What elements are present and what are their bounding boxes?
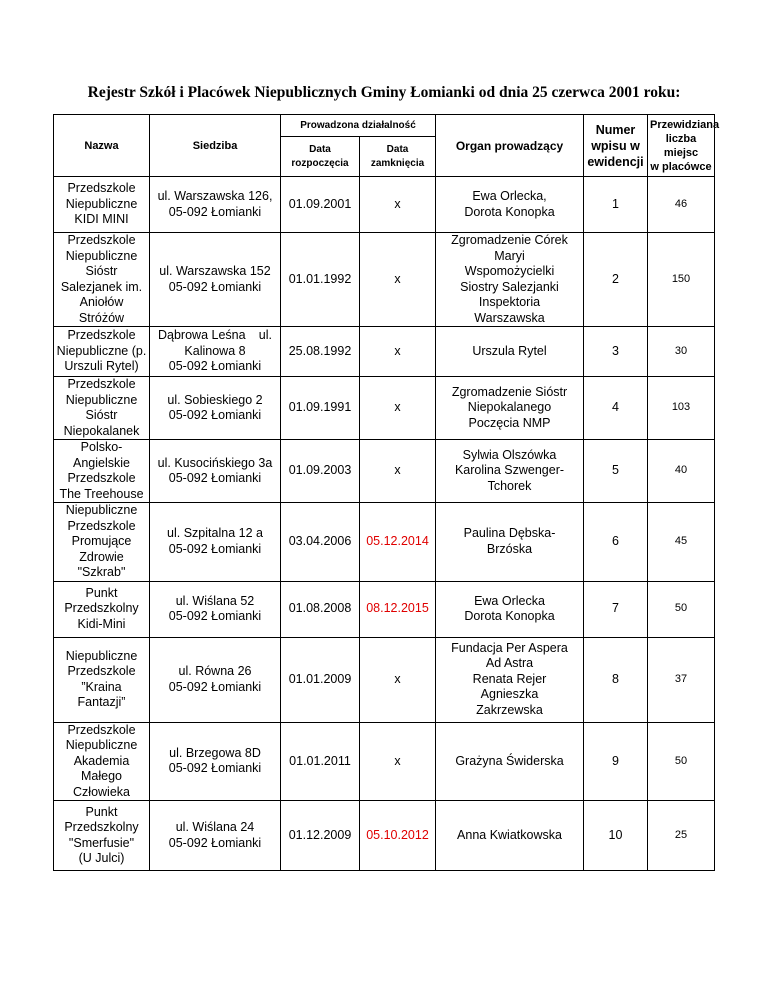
cell-name: Przedszkole Niepubliczne KIDI MINI — [54, 177, 150, 233]
table-row — [54, 377, 715, 440]
cell-organ: Urszula Rytel — [436, 327, 584, 377]
cell-seat: ul. Kusocińskiego 3a 05-092 Łomianki — [150, 440, 281, 503]
register-table — [53, 114, 720, 871]
cell-start-date: 01.08.2008 — [281, 581, 360, 637]
cell-end-date: x — [360, 327, 436, 377]
cell-seat: ul. Brzegowa 8D 05-092 Łomianki — [150, 722, 281, 801]
cell-number: 9 — [584, 722, 648, 801]
cell-capacity: 50 — [648, 581, 715, 637]
cell-capacity: 46 — [648, 177, 715, 233]
cell-seat: ul. Wiślana 24 05-092 Łomianki — [150, 801, 281, 871]
cell-number: 6 — [584, 503, 648, 582]
cell-organ: Paulina Dębska- Brzóska — [436, 503, 584, 582]
table-row — [54, 722, 715, 801]
cell-capacity: 50 — [648, 722, 715, 801]
cell-number: 7 — [584, 581, 648, 637]
cell-number: 1 — [584, 177, 648, 233]
cell-start-date: 01.01.2011 — [281, 722, 360, 801]
cell-name: Punkt Przedszkolny Kidi-Mini — [54, 581, 150, 637]
cell-number: 3 — [584, 327, 648, 377]
cell-name: Przedszkole Niepubliczne (p. Urszuli Rytel) — [54, 327, 150, 377]
header-start-date: Data rozpoczęcia — [281, 137, 360, 177]
cell-capacity: 37 — [648, 637, 715, 722]
cell-capacity: 25 — [648, 801, 715, 871]
table-row — [54, 327, 715, 377]
cell-name: Przedszkole Niepubliczne Akademia Małego Człowieka — [54, 722, 150, 801]
header-end-date: Data zamknięcia — [360, 137, 436, 177]
cell-organ: Ewa Orlecka Dorota Konopka — [436, 581, 584, 637]
cell-start-date: 01.09.2001 — [281, 177, 360, 233]
cell-start-date: 01.01.1992 — [281, 233, 360, 327]
cell-organ: Fundacja Per Aspera Ad Astra Renata Rejer Agnieszka Zakrzewska — [436, 637, 584, 722]
cell-number: 10 — [584, 801, 648, 871]
cell-start-date: 01.12.2009 — [281, 801, 360, 871]
cell-seat: ul. Szpitalna 12 a 05-092 Łomianki — [150, 503, 281, 582]
cell-start-date: 25.08.1992 — [281, 327, 360, 377]
cell-name: Polsko- Angielskie Przedszkole The Treehouse — [54, 440, 150, 503]
cell-seat: ul. Wiślana 52 05-092 Łomianki — [150, 581, 281, 637]
cell-seat: ul. Równa 26 05-092 Łomianki — [150, 637, 281, 722]
table-row — [54, 177, 715, 233]
seat-line-part: Dąbrowa Leśna — [158, 328, 246, 343]
cell-organ: Zgromadzenie Sióstr Niepokalanego Poczęcia NMP — [436, 377, 584, 440]
cell-capacity: 103 — [648, 377, 715, 440]
cell-seat: ul. Sobieskiego 2 05-092 Łomianki — [150, 377, 281, 440]
cell-name: Przedszkole Niepubliczne Sióstr Salezjanek im. Aniołów Stróżów — [54, 233, 150, 327]
cell-organ: Anna Kwiatkowska — [436, 801, 584, 871]
table-row — [54, 233, 715, 327]
document-title: Rejestr Szkół i Placówek Niepublicznych Gminy Łomianki od dnia 25 czerwca 2001 roku: — [87, 84, 681, 101]
cell-number: 4 — [584, 377, 648, 440]
cell-capacity: 40 — [648, 440, 715, 503]
header-capacity: Przewidziana liczba miejsc w placówce — [648, 115, 715, 177]
cell-organ: Ewa Orlecka, Dorota Konopka — [436, 177, 584, 233]
cell-capacity: 30 — [648, 327, 715, 377]
seat-rest: Kalinowa 8 05-092 Łomianki — [168, 343, 262, 374]
cell-end-date: 08.12.2015 — [360, 581, 436, 637]
cell-organ: Zgromadzenie Córek Maryi Wspomożycielki Siostry Salezjanki Inspektoria Warszawska — [436, 233, 584, 327]
cell-start-date: 01.01.2009 — [281, 637, 360, 722]
cell-name: Niepubliczne Przedszkole ”Kraina Fantazji” — [54, 637, 150, 722]
table-row — [54, 440, 715, 503]
cell-seat: ul. Warszawska 152 05-092 Łomianki — [150, 233, 281, 327]
cell-number: 2 — [584, 233, 648, 327]
cell-end-date: 05.10.2012 — [360, 801, 436, 871]
cell-number: 5 — [584, 440, 648, 503]
header-seat: Siedziba — [150, 115, 281, 177]
cell-name: Niepubliczne Przedszkole Promujące Zdrowie "Szkrab" — [54, 503, 150, 582]
cell-name: Przedszkole Niepubliczne Sióstr Niepokalanek — [54, 377, 150, 440]
cell-start-date: 01.09.1991 — [281, 377, 360, 440]
cell-capacity: 150 — [648, 233, 715, 327]
table-row — [54, 581, 715, 637]
cell-number: 8 — [584, 637, 648, 722]
cell-end-date: x — [360, 722, 436, 801]
cell-end-date: x — [360, 440, 436, 503]
seat-line-part: ul. — [258, 328, 272, 343]
cell-end-date: 05.12.2014 — [360, 503, 436, 582]
cell-end-date: x — [360, 233, 436, 327]
header-name: Nazwa — [54, 115, 150, 177]
cell-capacity: 45 — [648, 503, 715, 582]
cell-start-date: 01.09.2003 — [281, 440, 360, 503]
cell-start-date: 03.04.2006 — [281, 503, 360, 582]
cell-organ: Sylwia Olszówka Karolina Szwenger- Tchorek — [436, 440, 584, 503]
header-activity: Prowadzona działalność — [281, 115, 436, 137]
table-row — [54, 801, 715, 871]
cell-name: Punkt Przedszkolny "Smerfusie" (U Julci) — [54, 801, 150, 871]
cell-end-date: x — [360, 637, 436, 722]
cell-seat: ul. Warszawska 126, 05-092 Łomianki — [150, 177, 281, 233]
cell-end-date: x — [360, 377, 436, 440]
cell-organ: Grażyna Świderska — [436, 722, 584, 801]
table-row — [54, 503, 715, 582]
cell-end-date: x — [360, 177, 436, 233]
header-number: Numer wpisu w ewidencji — [584, 115, 648, 177]
table-row — [54, 637, 715, 722]
header-organ: Organ prowadzący — [436, 115, 584, 177]
cell-seat — [150, 327, 281, 377]
